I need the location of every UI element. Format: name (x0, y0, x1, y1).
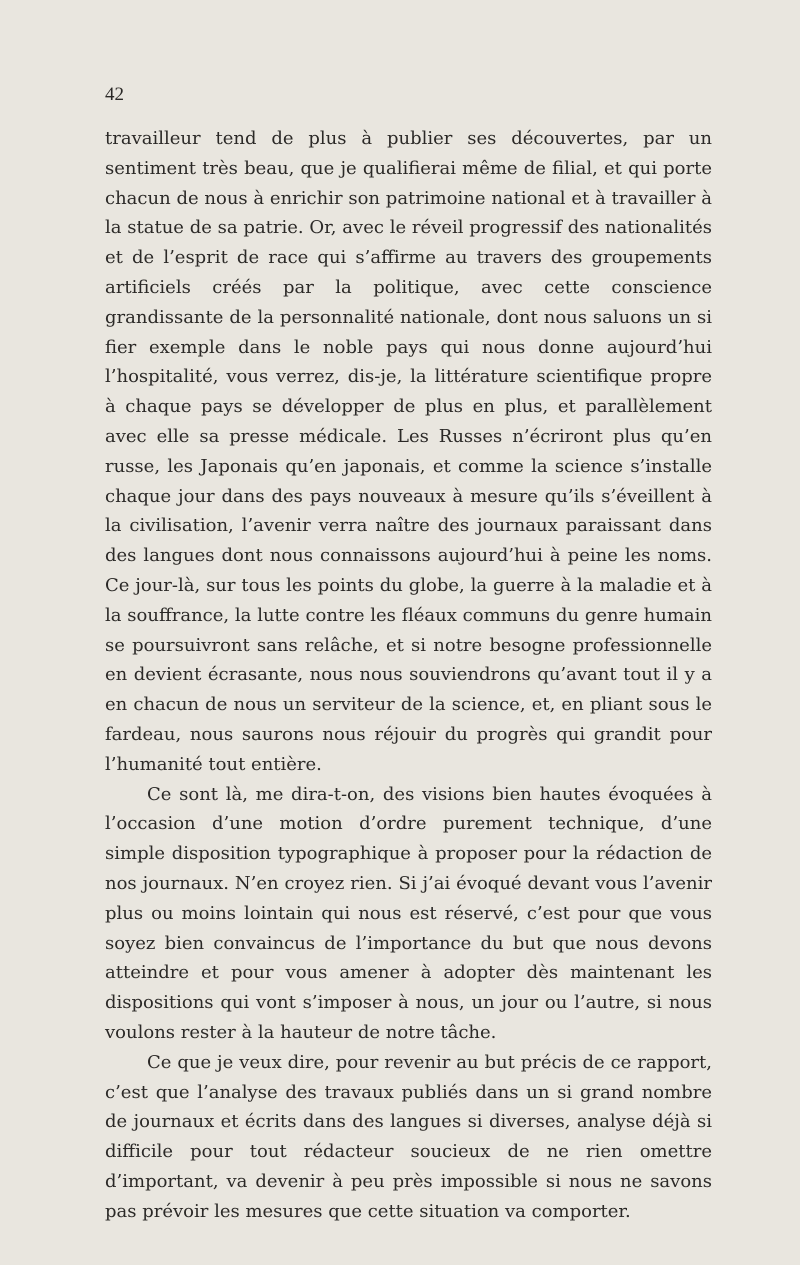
body-text (105, 124, 712, 1226)
paragraph-2: Ce sont là, me dira-t-on, des visions bien hautes évoquées à l’occasion d’une motion d’ordre purement technique, d’une simple disposition typographique à proposer pour la rédaction de nos journaux. N’en croyez rien. Si j’ai évoqué devant vous l’avenir plus ou moins lointain qui nous est réservé, c’est pour que vous soyez bien convaincus de l’importance du but que nous devons atteindre et pour vous amener à adopter dès maintenant les dispositions qui vont s’imposer à nous, un jour ou l’autre, si nous voulons rester à la hauteur de notre tâche. (105, 783, 712, 1043)
page-number: 42 (105, 84, 124, 105)
paragraph-3: Ce que je veux dire, pour revenir au but précis de ce rapport, c’est que l’analyse des travaux publiés dans un si grand nombre de journaux et écrits dans des langues si diverses, analyse déjà si difficile pour tout rédacteur soucieux de ne rien omettre d’important, va devenir à peu près impossible si nous ne savons pas prévoir les mesures que cette situation va comporter. (105, 1051, 712, 1222)
paragraph-1: travailleur tend de plus à publier ses découvertes, par un sentiment très beau, que je qualifierai même de filial, et qui porte chacun de nous à enrichir son patrimoine national et à travailler à la statue de sa patrie. Or, avec le réveil progressif des nationalités et de l’esprit de race qui s’affirme au travers des groupements artificiels créés par la politique, avec cette conscience grandissante de la personnalité nationale, dont nous saluons un si fier exemple dans le noble pays qui nous donne aujourd’hui l’hospitalité, vous verrez, dis-je, la littérature scientifique propre à chaque pays se développer de plus en plus, et parallèlement avec elle sa presse médicale. Les Russes n’écriront plus qu’en russe, les Japonais qu’en japonais, et comme la science s’installe chaque jour dans des pays nouveaux à mesure qu’ils s’éveillent à la civilisation, l’avenir verra naître des journaux paraissant dans des langues dont nous connaissons aujourd’hui à peine les noms. Ce jour-là, sur tous les points du globe, la guerre à la maladie et à la souffrance, la lutte contre les fléaux communs du genre humain se poursuivront sans relâche, et si notre besogne professionnelle en devient écrasante, nous nous souviendrons qu’avant tout il y a en chacun de nous un serviteur de la science, et, en pliant sous le fardeau, nous saurons nous réjouir du progrès qui grandit pour l’humanité tout entière. (105, 128, 712, 775)
